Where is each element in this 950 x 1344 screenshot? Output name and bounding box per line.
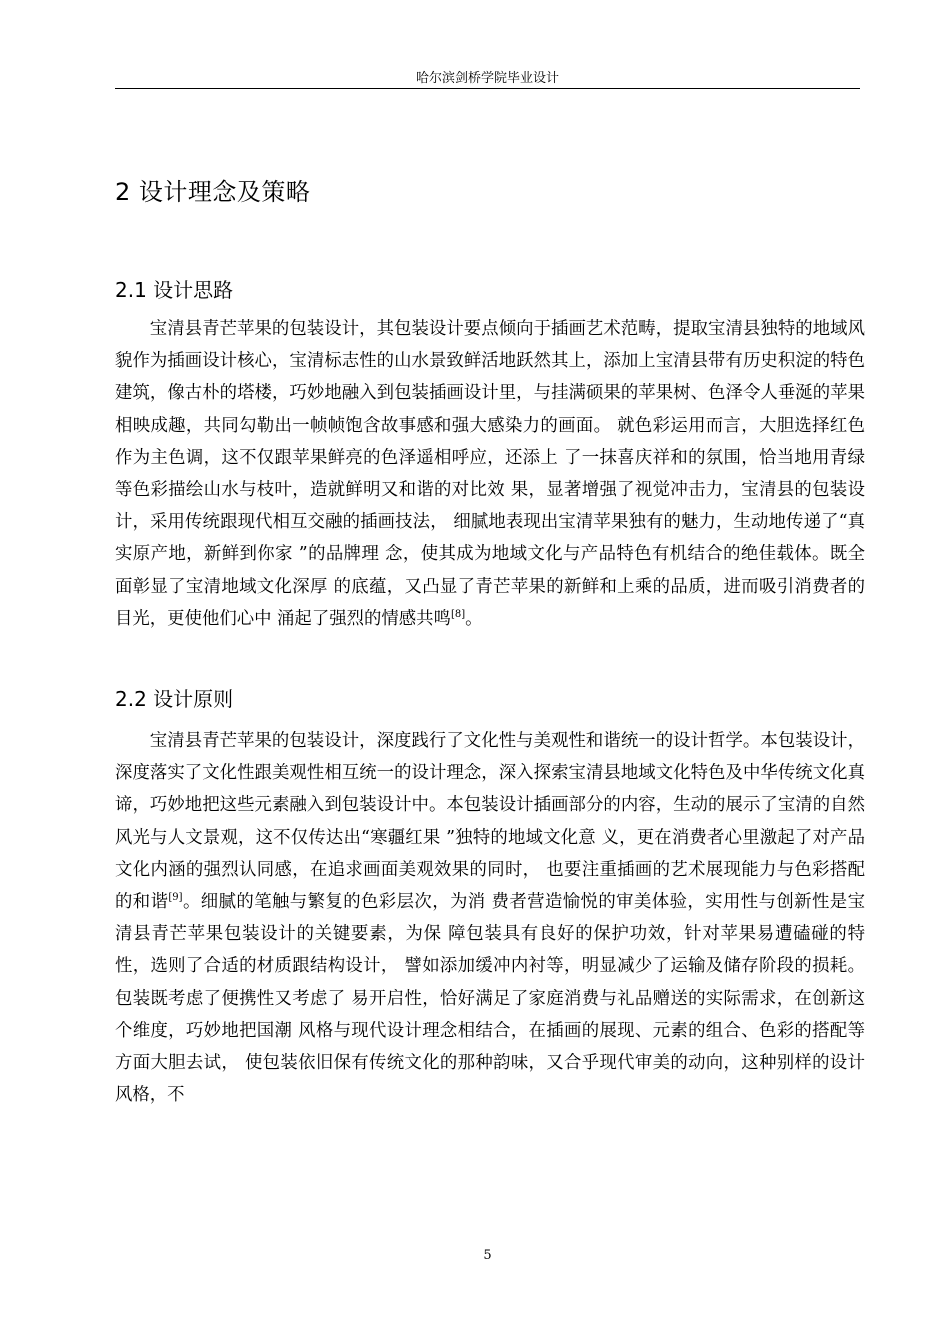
paragraph-tail: 。: [465, 608, 483, 629]
citation-ref: [9]: [168, 892, 183, 904]
paragraph-text: 宝清县青芒苹果的包装设计，深度践行了文化性与美观性和谐统一的设计哲学。本包装设计，深度落实了文化性跟美观性相互统一的设计理念，深入探索宝清县地域文化特色及中华传统文化真谛，巧妙地把这些元素融入到包装设计中。本包装设计插画部分的内容，生动的展示了宝清的自然风光与人文景观，这不仅传达出“寒疆红果 ”独特的地域文化意 义，更在消费者心里激起了对产品文化内涵的强烈认同感，在追求画面美观效果的同时， 也要注重插画的艺术展现能力与色彩搭配的和谐: [115, 731, 865, 913]
section-title-2-1: 2.1 设计思路: [115, 278, 234, 302]
chapter-title: 2 设计理念及策略: [115, 178, 311, 206]
page-header: 哈尔滨剑桥学院毕业设计: [415, 71, 559, 86]
header-divider: [115, 88, 860, 89]
section-title-2-2: 2.2 设计原则: [115, 687, 234, 711]
section-2-1-paragraph: [115, 313, 865, 635]
paragraph-text: 宝清县青芒苹果的包装设计，其包装设计要点倾向于插画艺术范畴，提取宝清县独特的地域风貌作为插画设计核心，宝清标志性的山水景致鲜活地跃然其上，添加上宝清县带有历史积淀的特色建筑，像古朴的塔楼，巧妙地融入到包装插画设计里，与挂满硕果的苹果树、色泽令人垂涎的苹果相映成趣，共同勾勒出一帧帧饱含故事感和强大感染力的画面。 就色彩运用而言，大胆选择红色作为主色调，这不仅跟苹果鲜亮的色泽遥相呼应，还添上 了一抹喜庆祥和的氛围，恰当地用青绿等色彩描绘山水与枝叶，造就鲜明又和谐的对比效 果，显著增强了视觉冲击力，宝清县的包装设计，采用传统跟现代相互交融的插画技法， 细腻地表现出宝清苹果独有的魅力，生动地传递了“真实原产地，新鲜到你家 ”的品牌理 念，使其成为地域文化与产品特色有机结合的绝佳载体。既全面彰显了宝清地域文化深厚 的底蕴，又凸显了青芒苹果的新鲜和上乘的品质，进而吸引消费者的目光，更使他们心中 涌起了强烈的情感共鸣: [115, 319, 865, 629]
section-2-2-paragraph: [115, 725, 865, 1111]
citation-ref: [8]: [450, 609, 466, 621]
paragraph-text-continued: 。细腻的笔触与繁复的色彩层次，为消 费者营造愉悦的审美体验，实用性与创新性是宝清县青芒苹果包装设计的关键要素，为保 障包装具有良好的保护功效，针对苹果易遭磕碰的特性，选则了合适的材质跟结构设计， 譬如添加缓冲内衬等，明显减少了运输及储存阶段的损耗。包装既考虑了便携性又考虑了 易开启性，恰好满足了家庭消费与礼品赠送的实际需求，在创新这个维度，巧妙地把国潮 风格与现代设计理念相结合，在插画的展现、元素的组合、色彩的搭配等方面大胆去试， 使包装依旧保有传统文化的那种韵味，又合乎现代审美的动向，这种别样的设计风格，不: [115, 892, 865, 1106]
page-number: 5: [483, 1248, 492, 1263]
